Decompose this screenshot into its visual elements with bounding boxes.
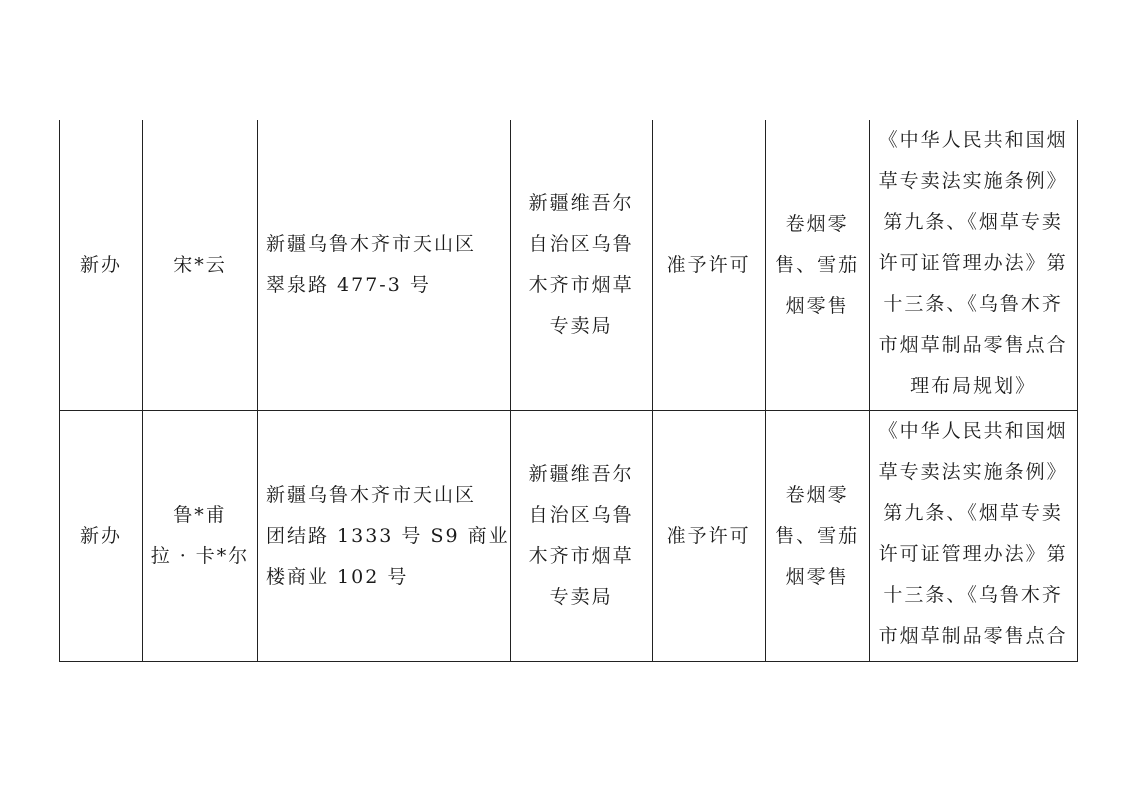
- basis-line: 第九条、《烟草专卖: [883, 502, 1063, 524]
- basis-cell: [869, 411, 1077, 662]
- decision-text: 准予许可: [666, 253, 751, 276]
- basis-line: 市烟草制品零售点合: [878, 334, 1068, 356]
- name-line: 拉 · 卡*尔: [150, 545, 250, 567]
- address-line: 新疆乌鲁木齐市天山区: [266, 483, 477, 506]
- authority-line: 自治区乌鲁: [528, 504, 634, 526]
- basis-line: 草专卖法实施条例》: [878, 170, 1068, 192]
- authority-line: 新疆维吾尔: [528, 192, 634, 214]
- basis-line: 十三条、《乌鲁木齐: [883, 584, 1063, 606]
- scope-line: 卷烟零: [785, 483, 849, 506]
- scope-line: 售、雪茄: [775, 524, 860, 547]
- decision-cell: [652, 411, 765, 662]
- type-text: 新办: [79, 524, 122, 547]
- address-cell: [258, 120, 511, 411]
- type-text: 新办: [79, 253, 122, 276]
- license-table: [59, 120, 1078, 662]
- basis-line: 理布局规划》: [910, 375, 1037, 397]
- address-cell: [258, 411, 511, 662]
- basis-cell: [869, 120, 1077, 411]
- basis-line: 《中华人民共和国烟: [878, 420, 1068, 442]
- scope-line: 售、雪茄: [775, 253, 860, 276]
- authority-line: 自治区乌鲁: [528, 233, 634, 255]
- table-row: [60, 411, 1078, 662]
- basis-line: 草专卖法实施条例》: [878, 461, 1068, 483]
- basis-line: 许可证管理办法》第: [878, 252, 1068, 274]
- scope-line: 卷烟零: [785, 212, 849, 235]
- basis-line: 《中华人民共和国烟: [878, 129, 1068, 151]
- name-line: 宋*云: [173, 253, 227, 276]
- authority-line: 木齐市烟草: [528, 274, 634, 296]
- authority-cell: [510, 411, 652, 662]
- address-line: 新疆乌鲁木齐市天山区: [266, 233, 477, 255]
- authority-line: 专卖局: [549, 315, 613, 337]
- name-cell: [143, 120, 258, 411]
- basis-line: 十三条、《乌鲁木齐: [883, 293, 1063, 315]
- authority-line: 新疆维吾尔: [528, 463, 634, 485]
- table-row: [60, 120, 1078, 411]
- scope-line: 烟零售: [785, 294, 849, 317]
- authority-line: 木齐市烟草: [528, 545, 634, 567]
- basis-line: 许可证管理办法》第: [878, 543, 1068, 565]
- basis-line: 第九条、《烟草专卖: [883, 211, 1063, 233]
- authority-line: 专卖局: [549, 586, 613, 608]
- decision-text: 准予许可: [666, 524, 751, 547]
- address-line: 团结路 1333 号 S9 商业: [266, 524, 510, 547]
- type-cell: [60, 411, 143, 662]
- decision-cell: [652, 120, 765, 411]
- scope-line: 烟零售: [785, 565, 849, 588]
- basis-line: 市烟草制品零售点合: [878, 625, 1068, 647]
- address-line: 楼商业 102 号: [266, 565, 409, 588]
- name-line: 鲁*甫: [173, 504, 227, 526]
- address-line: 翠泉路 477-3 号: [266, 274, 431, 296]
- type-cell: [60, 120, 143, 411]
- name-cell: [143, 411, 258, 662]
- scope-cell: [765, 120, 869, 411]
- scope-cell: [765, 411, 869, 662]
- authority-cell: [510, 120, 652, 411]
